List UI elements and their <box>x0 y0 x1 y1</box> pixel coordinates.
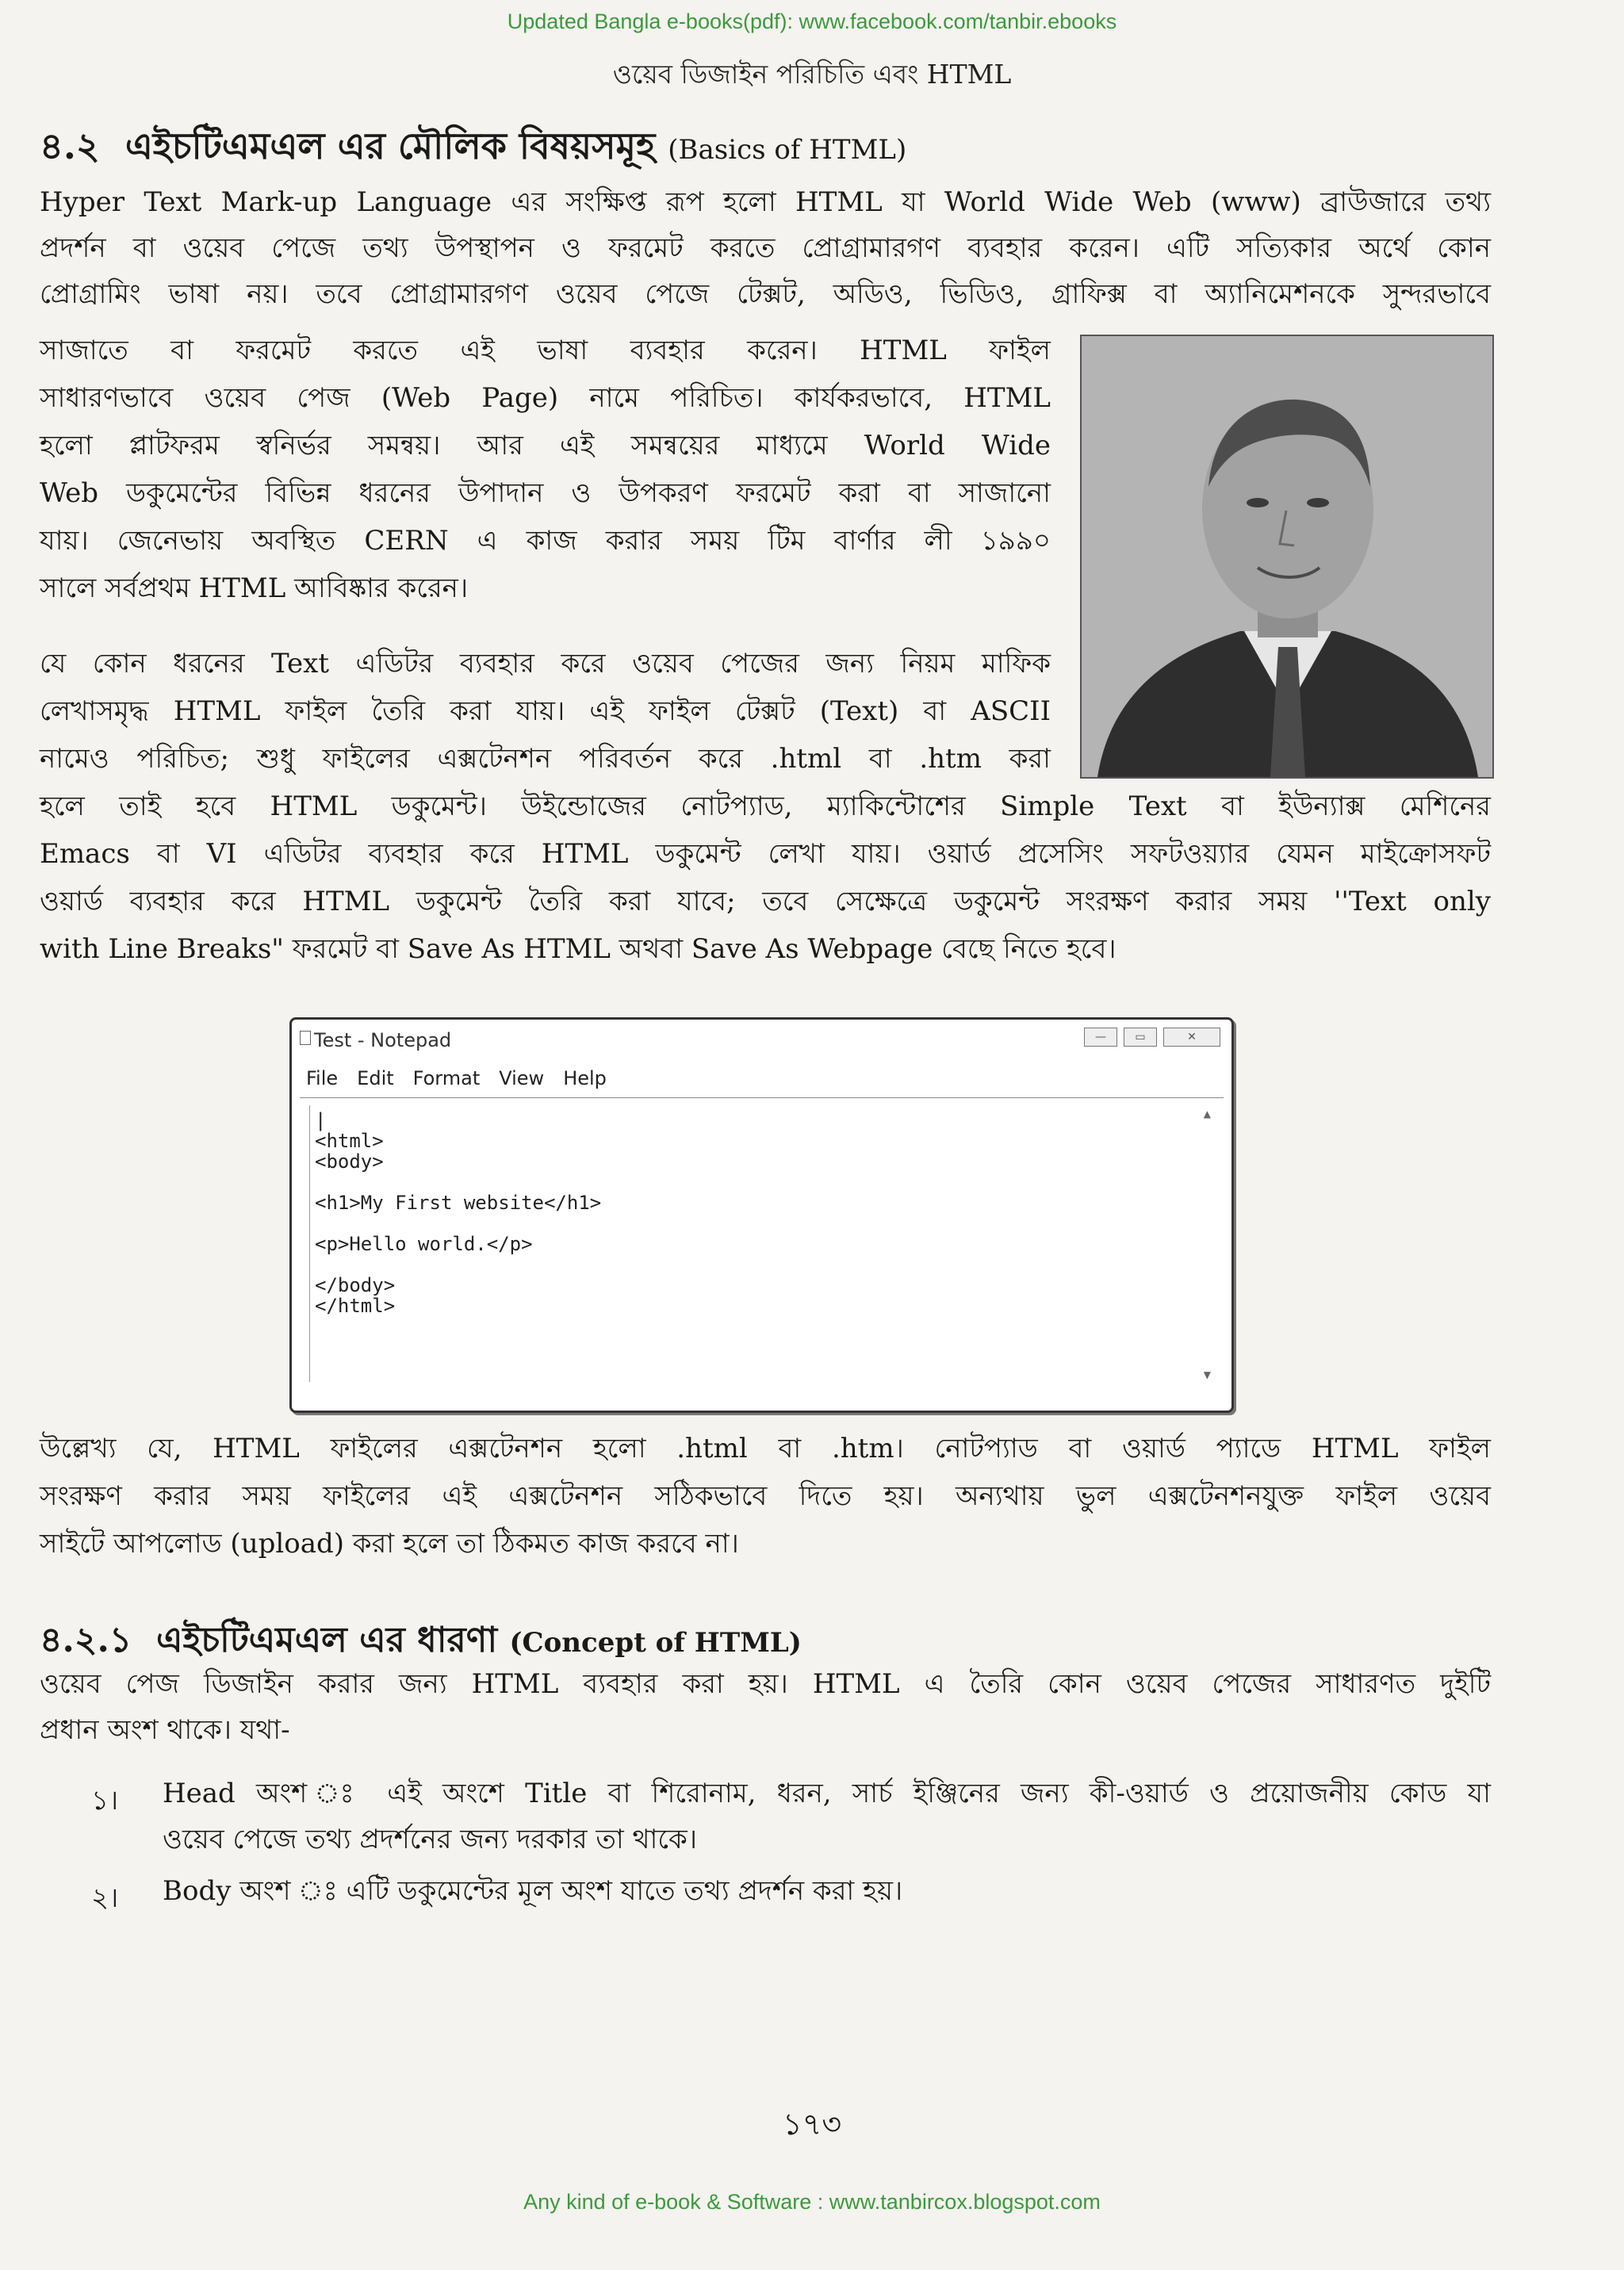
para2-line: নামেও পরিচিত; শুধু ফাইলের এক্সটেনশন পরিবর্তন করে .html বা .htm করা <box>40 743 1051 775</box>
para1-line: Hyper Text Mark-up Language এর সংক্ষিপ্ত রূপ হলো HTML যা World Wide Web (www) ব্রাউজারে তথ্য <box>40 186 1492 218</box>
file-icon <box>300 1031 311 1045</box>
list-item-line: Body অংশ ঃ এটি ডকুমেন্টের মূল অংশ যাতে তথ্য প্রদর্শন করা হয়। <box>163 1875 903 1907</box>
list-number: ১। <box>91 1785 119 1816</box>
menu-edit[interactable]: Edit <box>357 1067 394 1089</box>
list-item-line: Head অংশ ঃ এই অংশে Title বা শিরোনাম, ধরন, সার্চ ইঞ্জিনের জন্য কী-ওয়ার্ড ও প্রয়োজনীয় কোড যা <box>163 1778 1491 1809</box>
scroll-down-icon[interactable]: ▼ <box>1203 1369 1211 1380</box>
maximize-icon[interactable]: ▭ <box>1124 1028 1157 1047</box>
para2-line: হলে তাই হবে HTML ডকুমেন্ট। উইন্ডোজের নোটপ্যাড, ম্যাকিন্টোশের Simple Text বা ইউন্যাক্স মেশিনের <box>40 790 1491 822</box>
para1-line: Web ডকুমেন্টের বিভিন্ন ধরনের উপাদান ও উপকরণ ফরমেট করা বা সাজানো <box>40 477 1051 509</box>
scroll-up-icon[interactable]: ▲ <box>1203 1108 1211 1120</box>
portrait-photo <box>1080 335 1494 779</box>
minimize-icon[interactable]: — <box>1084 1028 1117 1047</box>
section-title-en: (Basics of HTML) <box>668 134 907 166</box>
para3-line: সাইটে আপলোড (upload) করা হলে তা ঠিকমত কাজ করবে না। <box>40 1528 739 1560</box>
menubar-divider <box>300 1097 1224 1098</box>
code-text[interactable]: | <html> <body> <h1>My First website</h1> <p>Hello world.</p> </body> </html> <box>315 1109 602 1317</box>
subsection-heading <box>40 1613 802 1671</box>
para3-line: সংরক্ষণ করার সময় ফাইলের এই এক্সটেনশন সঠিকভাবে দিতে হয়। অন্যথায় ভুল এক্সটেনশনযুক্ত ফাইল ওয়েব <box>40 1480 1491 1512</box>
menu-file[interactable]: File <box>306 1067 339 1089</box>
notepad-editor[interactable] <box>309 1105 1212 1382</box>
para1-line: হলো প্লাটফরম স্বনির্ভর সমন্বয়। আর এই সমন্বয়ের মাধ্যমে World Wide <box>40 430 1051 461</box>
para3-line: উল্লেখ্য যে, HTML ফাইলের এক্সটেনশন হলো .html বা .htm। নোটপ্যাড বা ওয়ার্ড প্যাডে HTML ফাইল <box>40 1433 1491 1464</box>
top-banner-link: Updated Bangla e-books(pdf): www.facebook.com/tanbir.ebooks <box>507 10 1117 33</box>
para1-line: যায়। জেনেভায় অবস্থিত CERN এ কাজ করার সময় টিম বার্ণার লী ১৯৯০ <box>40 525 1051 557</box>
menu-view[interactable]: View <box>499 1067 545 1089</box>
para1-line: প্রদর্শন বা ওয়েব পেজে তথ্য উপস্থাপন ও ফরমেট করতে প্রোগ্রামারগণ ব্যবহার করেন। এটি সত্যিকার অর্থে কোন <box>40 232 1491 264</box>
page-number: ১৭৩ <box>782 2107 842 2142</box>
notepad-menubar <box>306 1067 607 1089</box>
subsection-title-en: (Concept of HTML) <box>509 1627 802 1659</box>
para1-line: সাধারণভাবে ওয়েব পেজ (Web Page) নামে পরিচিত। কার্যকরভাবে, HTML <box>40 382 1051 414</box>
para1-line: প্রোগ্রামিং ভাষা নয়। তবে প্রোগ্রামারগণ ওয়েব পেজে টেক্সট, অডিও, ভিডিও, গ্রাফিক্স বা অ্যানিমেশনকে সুন্দরভাবে <box>40 278 1491 310</box>
notepad-title: Test - Notepad <box>314 1029 452 1051</box>
notepad-window <box>289 1017 1234 1413</box>
para1-line: সাজাতে বা ফরমেট করতে এই ভাষা ব্যবহার করেন। HTML ফাইল <box>40 335 1051 366</box>
running-head: ওয়েব ডিজাইন পরিচিতি এবং HTML <box>612 59 1012 90</box>
subsection-number: ৪.২.১ <box>40 1620 132 1660</box>
para2-line: with Line Breaks" ফরমেট বা Save As HTML অথবা Save As Webpage বেছে নিতে হবে। <box>40 933 1116 965</box>
subsection-title-bn: এইচটিএমএল এর ধারণা <box>156 1620 498 1660</box>
window-controls <box>1084 1028 1220 1047</box>
list-item-line: ওয়েব পেজে তথ্য প্রদর্শনের জন্য দরকার তা থাকে। <box>163 1824 697 1855</box>
para2-line: লেখাসমৃদ্ধ HTML ফাইল তৈরি করা যায়। এই ফাইল টেক্সট (Text) বা ASCII <box>40 695 1051 727</box>
para2-line: যে কোন ধরনের Text এডিটর ব্যবহার করে ওয়েব পেজের জন্য নিয়ম মাফিক <box>40 648 1051 679</box>
para4-line: প্রধান অংশ থাকে। যথা- <box>40 1714 290 1746</box>
para4-line: ওয়েব পেজ ডিজাইন করার জন্য HTML ব্যবহার করা হয়। HTML এ তৈরি কোন ওয়েব পেজের সাধারণত দুইটি <box>40 1668 1491 1700</box>
section-title-bn: এইচটিএমএল এর মৌলিক বিষয়সমূহ <box>124 124 656 167</box>
list-number: ২। <box>91 1882 119 1914</box>
menu-format[interactable]: Format <box>412 1067 481 1089</box>
para2-line: Emacs বা VI এডিটর ব্যবহার করে HTML ডকুমেন্ট লেখা যায়। ওয়ার্ড প্রসেসিং সফটওয়্যার যেমন মাইক্রোসফট <box>40 838 1491 870</box>
bottom-banner-link: Any kind of e-book & Software : www.tanbircox.blogspot.com <box>523 2190 1101 2214</box>
para1-line: সালে সর্বপ্রথম HTML আবিষ্কার করেন। <box>40 572 469 604</box>
para2-line: ওয়ার্ড ব্যবহার করে HTML ডকুমেন্ট তৈরি করা যাবে; তবে সেক্ষেত্রে ডকুমেন্ট সংরক্ষণ করার সময় ''Text only <box>40 886 1491 917</box>
menu-help[interactable]: Help <box>563 1067 607 1089</box>
section-heading <box>40 119 906 179</box>
section-number: ৪.২ <box>40 124 100 167</box>
portrait-illustration <box>1082 336 1492 777</box>
close-icon[interactable]: ✕ <box>1163 1028 1220 1047</box>
